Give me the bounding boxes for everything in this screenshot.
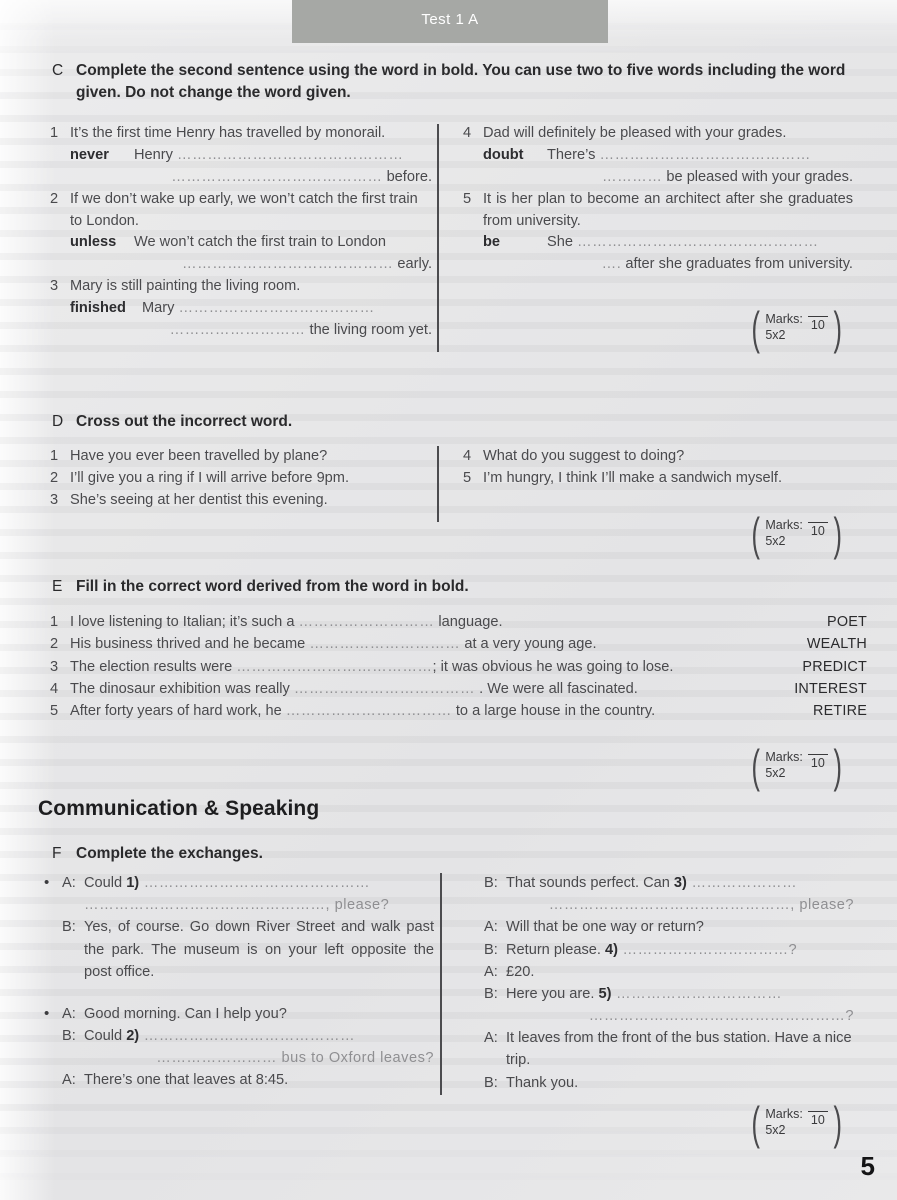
derived-word: WEALTH [806,636,867,653]
marks-label: Marks: [765,518,803,532]
derived-word: INTEREST [794,680,867,697]
question-item[interactable] [50,490,432,512]
question-item [463,123,853,189]
section-f-left-column [44,872,434,1092]
section-e-items [50,611,790,722]
marks-score-blank[interactable] [808,754,828,755]
marks-label: Marks: [765,312,803,326]
marks-score-blank[interactable] [808,316,828,317]
question-number: 1 [50,614,59,630]
speaker-label: A: [484,963,498,980]
section-d-left-column [50,446,432,512]
keyword-cue: unless [70,234,117,251]
speaker-label: A: [484,1030,498,1047]
section-e-marks-box: ( Marks: 5x2 10 ) [751,739,842,792]
answer-blank[interactable]: …………………… bus to Oxford leaves? [156,1050,434,1067]
sentence-before: The dinosaur exhibition was really [70,680,290,697]
question-item [50,633,790,655]
question-number: 4 [463,125,472,141]
question-number: 2 [50,190,59,207]
sentence-before: The election results were [70,658,233,675]
answer-blank[interactable]: …………………………………………, please? [548,897,854,914]
question-number: 2 [50,469,59,486]
answer-blank[interactable]: …………………………………… [171,168,383,185]
speaker-label: B: [484,985,498,1002]
answer-start: We won’t catch the first train to London [134,234,387,251]
answer-blank[interactable]: ……………………………? [617,941,798,958]
keyword-cue: finished [70,300,126,317]
sentence-after: . We were all fascinated. [479,680,638,697]
utterance-text: It leaves from the front of the bus station. Have a nice trip. [506,1030,852,1069]
dialogue-line-continuation [62,894,434,916]
question-number: 4 [50,680,59,697]
answer-blank[interactable]: …………………………………………, please? [84,897,390,914]
page-number: 5 [860,1151,875,1181]
section-f-marks-box: ( Marks: 5x2 10 ) [751,1096,842,1149]
derived-word-list [794,611,867,722]
dialogue-line [484,983,854,1005]
section-e-letter: E [52,578,63,595]
answer-blank[interactable]: …. [601,256,622,273]
keyword-cue: be [483,234,501,251]
section-e-heading [52,576,852,598]
utterance-text: £20. [506,963,535,980]
section-f-right-column [484,872,854,1094]
derived-word: POET [827,614,867,630]
utterance-text: Will that be one way or return? [506,919,704,936]
keyword-cue: doubt [483,146,524,163]
marks-calc: 5x2 [765,765,786,780]
section-f-column-divider [440,873,442,1095]
blank-number: 5) [598,985,612,1002]
answer-blank[interactable]: …………………………… [611,985,783,1002]
question-item[interactable] [50,446,432,468]
dialogue-line-continuation [62,1047,434,1069]
answer-start: There’s [547,146,596,163]
question-item [50,678,790,700]
answer-blank[interactable]: ………………………………… [236,658,433,675]
marks-total: 10 [810,524,825,539]
dialogue-line [62,916,434,983]
answer-blank[interactable]: ………………………………… [178,300,375,317]
answer-blank[interactable]: ……………………………………… [139,875,371,891]
speaker-label: A: [62,1072,76,1089]
utterance-text: That sounds perfect. Can [506,875,674,891]
utterance-text: There’s one that leaves at 8:45. [84,1072,289,1089]
marks-fraction [808,316,828,332]
question-text: She’s seeing at her dentist this evening. [70,491,328,508]
question-prompt: It’s the first time Henry has travelled by monorail. [70,125,386,141]
marks-score-blank[interactable] [808,1111,828,1112]
sentence-before: His business thrived and he became [70,636,306,653]
dialogue-line [484,872,854,894]
answer-blank[interactable]: ………………………………………… [577,234,819,251]
section-e-title: Fill in the correct word derived from the word in bold. [76,578,469,595]
answer-end: after she graduates from university. [625,256,853,273]
speaker-label: B: [484,941,498,958]
exchange-group [44,1003,434,1092]
answer-start: Mary [142,300,175,317]
section-d-column-divider [437,446,439,522]
dialogue-line-continuation [484,1005,854,1027]
question-item [463,189,853,277]
blank-number: 3) [673,875,687,891]
answer-end: early. [397,256,432,273]
derived-word: PREDICT [802,658,867,675]
question-number: 3 [50,491,59,508]
question-item[interactable] [463,468,853,490]
answer-start: She [547,234,573,251]
answer-blank[interactable]: ……………………… [298,614,435,630]
utterance-text: Good morning. Can I help you? [84,1005,287,1022]
marks-label: Marks: [765,750,803,764]
question-item [50,611,790,633]
answer-start: Henry [134,146,173,163]
marks-score-blank[interactable] [808,522,828,523]
section-c-title-line1: Complete the second sentence using the word in bold. You can use two to five words including the word [76,62,846,79]
answer-blank[interactable]: ………………… [686,875,798,891]
answer-blank[interactable]: ………………………… [309,636,461,653]
answer-blank[interactable]: ……………………………………………? [588,1008,854,1025]
dialogue-line [484,916,854,938]
blank-number: 1) [126,875,140,891]
answer-end: before. [386,168,432,185]
question-number: 5 [463,190,472,207]
question-number: 3 [50,658,59,675]
utterance-text: Yes, of course. Go down River Street and walk past the park. The museum is on your left opposite the post office. [84,919,434,980]
section-f-heading [52,843,852,865]
section-d-right-column [463,446,853,490]
communication-speaking-heading: Communication & Speaking [38,797,320,820]
speaker-label: B: [484,1074,498,1091]
utterance-text: Could [84,1028,127,1045]
utterance-text: Could [84,875,127,891]
section-d-marks-box: ( Marks: 5x2 10 ) [751,507,842,560]
question-text: What do you suggest to doing? [483,448,685,464]
question-item [50,700,790,722]
test-header-label: Test 1 A [421,11,479,28]
bullet-icon: • [44,1004,50,1022]
dialogue-line [62,1025,434,1047]
question-prompt: It is her plan to become an architect after she graduates from university. [483,190,853,229]
test-header-tab [292,0,608,43]
answer-blank[interactable]: …………………………… [285,703,452,720]
speaker-label: A: [484,919,498,936]
section-d-heading [52,411,852,433]
dialogue-line [62,1003,434,1025]
sentence-after: to a large house in the country. [455,703,656,720]
answer-blank[interactable]: …………………………………… [599,146,811,163]
marks-fraction [808,522,828,538]
answer-blank[interactable]: ……………………………… [293,680,476,697]
answer-blank[interactable]: ………… [601,168,663,185]
dialogue-line [484,939,854,961]
question-prompt: Mary is still painting the living room. [70,278,301,295]
marks-fraction [808,754,828,770]
section-c [52,60,852,104]
question-number: 1 [50,125,59,141]
dialogue-line [62,872,434,894]
answer-end: be pleased with your grades. [666,168,853,185]
section-c-title-line2: given. Do not change the word given. [76,84,351,101]
section-d [52,411,852,433]
section-f-title: Complete the exchanges. [76,845,263,862]
speaker-label: A: [62,1005,76,1022]
question-number: 1 [50,448,59,464]
keyword-cue: never [70,146,109,163]
utterance-text: Here you are. [506,985,599,1002]
marks-total: 10 [810,1113,825,1128]
sentence-after: language. [438,614,503,630]
question-prompt: If we don’t wake up early, we won’t catch the first train to London. [70,190,418,229]
question-text: I’ll give you a ring if I will arrive before 9pm. [70,469,350,486]
dialogue-line [484,1072,854,1094]
question-text: Have you ever been travelled by plane? [70,448,328,464]
blank-number: 4) [604,941,618,958]
derived-word: RETIRE [813,703,867,720]
utterance-text: Thank you. [506,1074,579,1091]
question-text: I’m hungry, I think I’ll make a sandwich myself. [483,469,783,486]
question-item[interactable] [50,468,432,490]
question-number: 3 [50,278,59,295]
question-item [50,656,790,678]
question-prompt: Dad will definitely be pleased with your grades. [483,125,787,141]
dialogue-line [484,961,854,983]
marks-total: 10 [810,318,825,333]
dialogue-line [62,1069,434,1091]
blank-number: 2) [126,1028,140,1045]
question-item [50,123,432,189]
answer-blank[interactable]: ……………………………………… [177,146,404,163]
speaker-label: B: [484,875,498,891]
question-item [50,276,432,342]
question-number: 4 [463,448,472,464]
answer-blank[interactable]: …………………………………… [139,1028,356,1045]
question-item [50,189,432,277]
section-c-right-column [463,123,853,276]
marks-calc: 5x2 [765,327,786,342]
section-c-letter: C [52,62,64,79]
sentence-after: at a very young age. [464,636,597,653]
answer-end: the living room yet. [309,322,432,339]
section-c-left-column [50,123,432,342]
sentence-before: After forty years of hard work, he [70,703,282,720]
marks-fraction [808,1111,828,1127]
section-d-letter: D [52,413,64,430]
dialogue-line-continuation [484,894,854,916]
utterance-text: Return please. [506,941,605,958]
sentence-after: ; it was obvious he was going to lose. [432,658,674,675]
marks-label: Marks: [765,1107,803,1121]
marks-calc: 5x2 [765,533,786,548]
section-f-letter: F [52,845,62,862]
bullet-icon: • [44,874,50,891]
question-number: 5 [50,703,59,720]
section-c-column-divider [437,124,439,352]
section-d-title: Cross out the incorrect word. [76,413,293,430]
answer-blank[interactable]: ……………………… [169,322,306,339]
speaker-label: B: [62,1028,76,1045]
dialogue-line [484,1027,854,1071]
question-number: 5 [463,469,472,486]
section-e [52,576,852,598]
section-f [52,843,852,865]
marks-total: 10 [810,756,825,771]
question-number: 2 [50,636,59,653]
speaker-label: B: [62,919,76,936]
answer-blank[interactable]: …………………………………… [182,256,394,273]
speaker-label: A: [62,875,76,891]
marks-calc: 5x2 [765,1122,786,1137]
section-c-marks-box: ( Marks: 5x2 10 ) [751,301,842,354]
sentence-before: I love listening to Italian; it’s such a [70,614,295,630]
exchange-group [44,872,434,983]
section-c-heading [52,60,852,104]
question-item[interactable] [463,446,853,468]
